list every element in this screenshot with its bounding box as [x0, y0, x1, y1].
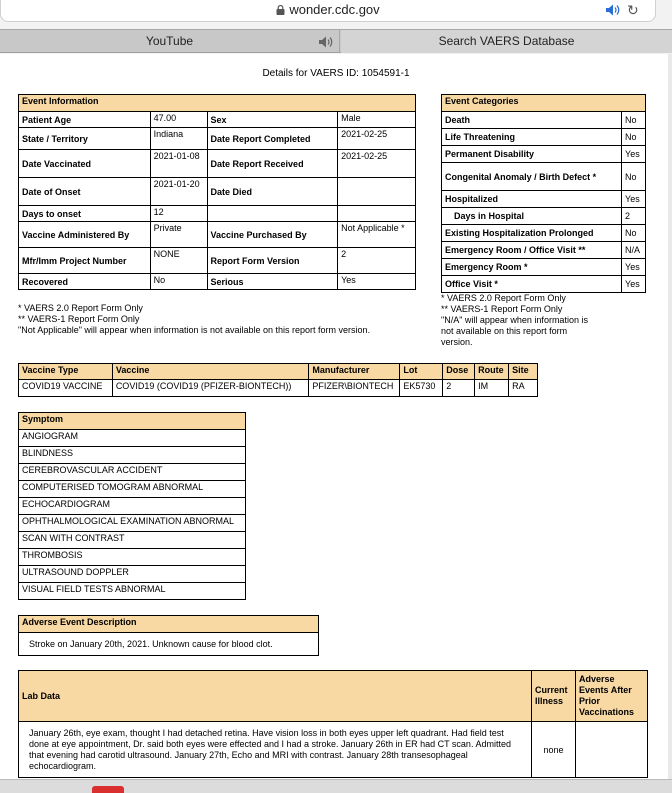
table-row	[442, 259, 646, 276]
field-value: 2	[338, 248, 416, 274]
symptom-text: COMPUTERISED TOMOGRAM ABNORMAL	[19, 481, 246, 498]
table-row	[442, 208, 646, 225]
field-label: Sex	[207, 112, 338, 128]
field-value	[338, 178, 416, 206]
category-value: 2	[622, 208, 646, 225]
field-label: Date Report Completed	[207, 128, 338, 150]
column-header: Dose	[443, 364, 475, 380]
tab-strip	[0, 29, 672, 53]
field-label: Serious	[207, 274, 338, 290]
list-item	[19, 498, 246, 515]
symptom-text: THROMBOSIS	[19, 549, 246, 566]
lock-icon	[276, 5, 285, 15]
event-information-table	[18, 94, 416, 290]
adverse-event-text: Stroke on January 20th, 2021. Unknown cause for blood clot.	[19, 633, 319, 656]
column-header: Site	[509, 364, 538, 380]
tab-search-vaers[interactable]	[341, 30, 672, 53]
table-row	[442, 112, 646, 129]
category-label: Emergency Room *	[442, 259, 622, 276]
table-row	[19, 222, 416, 248]
field-value: Indiana	[150, 128, 207, 150]
field-label: Vaccine Purchased By	[207, 222, 338, 248]
symptom-text: ECHOCARDIOGRAM	[19, 498, 246, 515]
tab-youtube[interactable]	[0, 30, 340, 53]
field-value: 2021-01-08	[150, 150, 207, 178]
table-row	[442, 163, 646, 191]
field-value: NONE	[150, 248, 207, 274]
symptom-text: ANGIOGRAM	[19, 430, 246, 447]
footnote: "N/A" will appear when information is not available on this report form version.	[441, 315, 588, 347]
category-value: No	[622, 163, 646, 191]
category-value: Yes	[622, 259, 646, 276]
vaccine-cell: EK5730	[400, 380, 443, 397]
vaccine-cell: 2	[443, 380, 475, 397]
report-page	[0, 54, 672, 779]
symptom-text: VISUAL FIELD TESTS ABNORMAL	[19, 583, 246, 600]
field-value: 2021-02-25	[338, 128, 416, 150]
field-value: Private	[150, 222, 207, 248]
current-illness-header: Current Illness	[532, 671, 576, 722]
prior-vaccinations-header: Adverse Events After Prior Vaccinations	[576, 671, 648, 722]
field-value: Yes	[338, 274, 416, 290]
column-header: Manufacturer	[309, 364, 400, 380]
tab-label: YouTube	[145, 34, 194, 48]
vaccine-cell: IM	[475, 380, 509, 397]
category-value: Yes	[622, 276, 646, 293]
event-categories-table	[441, 94, 646, 293]
category-value: N/A	[622, 242, 646, 259]
field-value: 47.00	[150, 112, 207, 128]
field-label: Report Form Version	[207, 248, 338, 274]
category-label: Office Visit *	[442, 276, 622, 293]
table-row	[442, 276, 646, 293]
field-value: 2021-01-20	[150, 178, 207, 206]
symptom-text: SCAN WITH CONTRAST	[19, 532, 246, 549]
event-information-notes	[18, 303, 408, 336]
field-label: Date Died	[207, 178, 338, 206]
column-header: Route	[475, 364, 509, 380]
field-label: Date Report Received	[207, 150, 338, 178]
category-label: Permanent Disability	[442, 146, 622, 163]
table-row	[19, 206, 416, 222]
symptom-text: CEREBROVASCULAR ACCIDENT	[19, 464, 246, 481]
table-header: Adverse Event Description	[19, 616, 319, 633]
field-value: 2021-02-25	[338, 150, 416, 178]
category-label: Life Threatening	[442, 129, 622, 146]
list-item	[19, 532, 246, 549]
table-row	[442, 242, 646, 259]
lab-data-table	[18, 670, 648, 778]
category-value: No	[622, 225, 646, 242]
field-label: Date of Onset	[19, 178, 151, 206]
footnote: "Not Applicable" will appear when information is not available on this report form version.	[18, 325, 371, 335]
field-label	[207, 206, 338, 222]
category-label: Days in Hospital	[442, 208, 622, 225]
dock-app-icon[interactable]	[92, 786, 124, 793]
table-header: Event Information	[19, 95, 416, 112]
category-value: Yes	[622, 146, 646, 163]
column-header: Vaccine Type	[19, 364, 113, 380]
field-label: Patient Age	[19, 112, 151, 128]
field-label: Mfr/Imm Project Number	[19, 248, 151, 274]
table-row	[19, 178, 416, 206]
category-label: Emergency Room / Office Visit **	[442, 242, 622, 259]
prior-vaccinations-value	[576, 722, 648, 778]
vaccine-cell: RA	[509, 380, 538, 397]
table-header: Event Categories	[442, 95, 646, 112]
address-bar[interactable]	[0, 0, 656, 22]
field-value: No	[150, 274, 207, 290]
current-illness-value: none	[532, 722, 576, 778]
footnote: * VAERS 2.0 Report Form Only	[441, 293, 566, 303]
table-row	[19, 150, 416, 178]
column-header: Vaccine	[112, 364, 309, 380]
field-value: Male	[338, 112, 416, 128]
table-row	[442, 191, 646, 208]
symptom-text: OPHTHALMOLOGICAL EXAMINATION ABNORMAL	[19, 515, 246, 532]
field-label: Vaccine Administered By	[19, 222, 151, 248]
table-row	[442, 129, 646, 146]
table-row	[19, 274, 416, 290]
field-value: 12	[150, 206, 207, 222]
field-label: Date Vaccinated	[19, 150, 151, 178]
category-label: Hospitalized	[442, 191, 622, 208]
browser-chrome	[0, 0, 672, 54]
list-item	[19, 515, 246, 532]
category-value: No	[622, 112, 646, 129]
field-value: Not Applicable *	[338, 222, 416, 248]
page-title: Details for VAERS ID: 1054591-1	[262, 68, 410, 79]
vaccine-table	[18, 363, 538, 397]
list-item	[19, 583, 246, 600]
footnote: ** VAERS-1 Report Form Only	[18, 314, 140, 324]
category-value: No	[622, 129, 646, 146]
list-item	[19, 430, 246, 447]
list-item	[19, 566, 246, 583]
adverse-event-description-table	[18, 615, 319, 656]
column-header: Lot	[400, 364, 443, 380]
field-label: State / Territory	[19, 128, 151, 150]
category-label: Congenital Anomaly / Birth Defect *	[442, 163, 622, 191]
category-value: Yes	[622, 191, 646, 208]
url-display[interactable]	[1, 2, 655, 17]
symptom-table	[18, 412, 246, 600]
tab-label: Search VAERS Database	[438, 34, 575, 48]
symptom-text: ULTRASOUND DOPPLER	[19, 566, 246, 583]
vaccine-cell: COVID19 VACCINE	[19, 380, 113, 397]
field-label: Days to onset	[19, 206, 151, 222]
table-row	[19, 128, 416, 150]
table-row	[19, 112, 416, 128]
field-value	[338, 206, 416, 222]
reload-icon[interactable]: ↻	[627, 2, 639, 18]
table-header: Symptom	[19, 413, 246, 430]
vaccine-cell: PFIZER\BIONTECH	[309, 380, 400, 397]
list-item	[19, 481, 246, 498]
field-label: Recovered	[19, 274, 151, 290]
url-text: wonder.cdc.gov	[289, 2, 380, 17]
category-label: Existing Hospitalization Prolonged	[442, 225, 622, 242]
lab-data-text: January 26th, eye exam, thought I had detached retina. Have vision loss in both eyes upper left quadrant. Had field test done at eye appointment, Dr. said both eyes were effected and I had a stroke. January 26th in ER had CT scan. Admitted that evening had carotid ultrasound. January 27th, Echo and MRI with contrast. January 28th transesophageal echocardiogram.	[19, 722, 532, 778]
symptom-text: BLINDNESS	[19, 447, 246, 464]
table-row	[19, 248, 416, 274]
list-item	[19, 549, 246, 566]
lab-data-header: Lab Data	[19, 671, 532, 722]
vaccine-cell: COVID19 (COVID19 (PFIZER-BIONTECH))	[112, 380, 309, 397]
speaker-playing-icon[interactable]	[605, 3, 621, 17]
category-label: Death	[442, 112, 622, 129]
list-item	[19, 447, 246, 464]
speaker-icon[interactable]	[318, 35, 334, 49]
footnote: * VAERS 2.0 Report Form Only	[18, 303, 143, 313]
table-row	[442, 225, 646, 242]
event-categories-notes	[441, 293, 601, 348]
table-row	[442, 146, 646, 163]
list-item	[19, 464, 246, 481]
footnote: ** VAERS-1 Report Form Only	[441, 304, 563, 314]
